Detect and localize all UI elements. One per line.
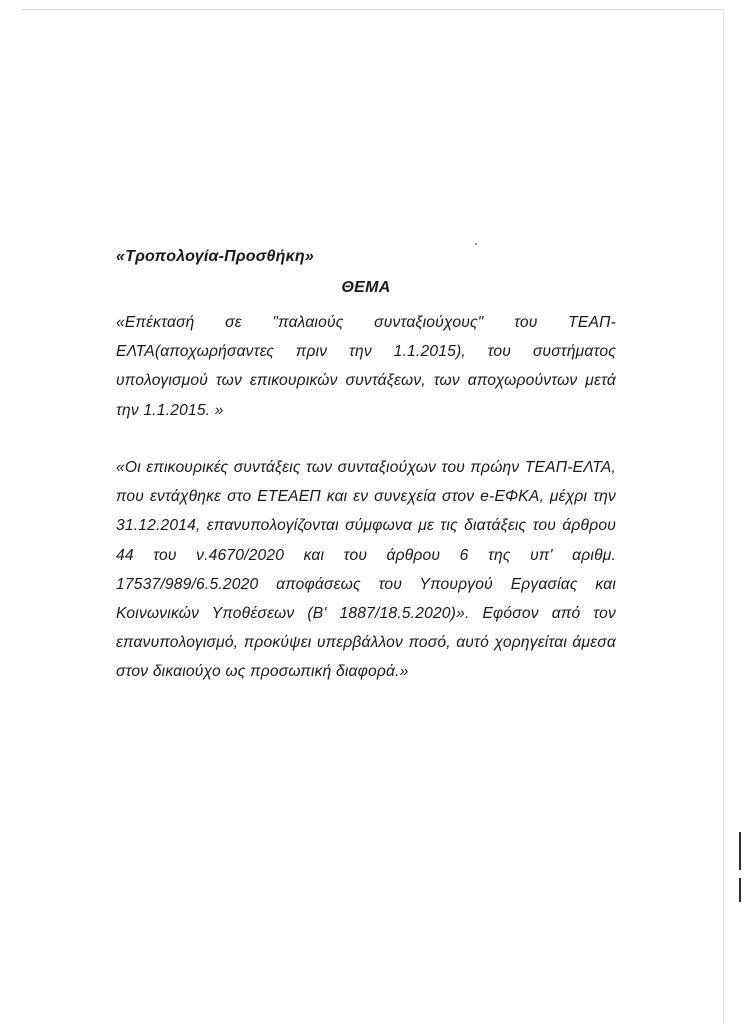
subject-title: ΘΕΜΑ — [341, 279, 391, 296]
scan-dot — [475, 243, 477, 245]
scan-mark — [739, 878, 741, 902]
amendment-label: «Τροπολογία-Προσθήκη» — [116, 248, 314, 265]
subject-paragraph: «Επέκτασή σε "παλαιούς συνταξιούχους" του ΤΕΑΠ-ΕΛΤΑ(αποχωρήσαντες πριν την 1.1.2015), του συστήματος υπολογισμού των επικουρικών συντάξεων, των αποχωρούντων μετά την 1.1.2015. » — [116, 314, 616, 419]
page-edge-right — [723, 9, 724, 1024]
page-edge-top — [22, 9, 722, 10]
body-paragraph: «Οι επικουρικές συντάξεις των συνταξιούχων του πρώην ΤΕΑΠ-ΕΛΤΑ, που εντάχθηκε στο ΕΤΕΑΕΠ και εν συνεχεία στον e-ΕΦΚΑ, μέχρι την 31.12.2014, επανυπολογίζονται σύμφωνα με τις διατάξεις του άρθρου 44 του ν.4670/2020 και του άρθρου 6 της υπ' αριθμ. 17537/989/6.5.2020 αποφάσεως του Υπουργού Εργασίας και Κοινωνικών Υποθέσεων (Β' 1887/18.5.2020)». Εφόσον από τον επανυπολογισμό, προκύψει υπερβάλλον ποσό, αυτό χορηγείται άμεσα στον δικαιούχο ως προσωπική διαφορά.» — [116, 459, 616, 681]
scan-mark — [739, 832, 741, 870]
